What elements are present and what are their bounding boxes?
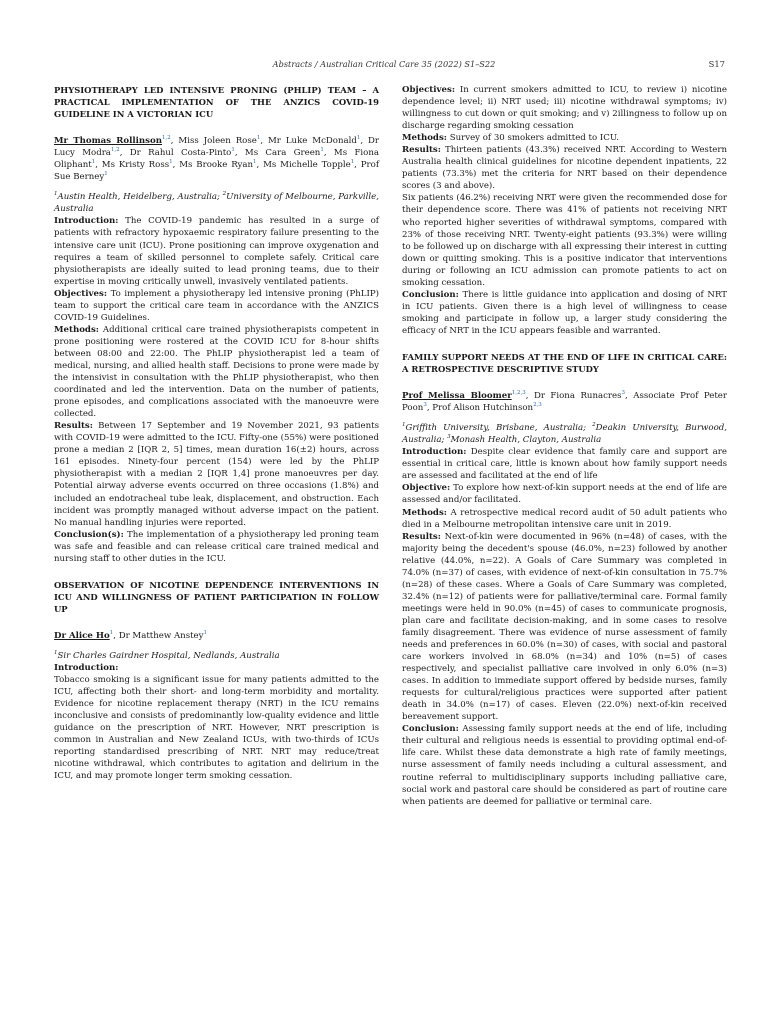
author-separator: , bbox=[172, 160, 180, 171]
affiliation-marker: 1 bbox=[104, 171, 108, 178]
author-name: Dr Lucy Modra bbox=[54, 136, 380, 159]
affiliations: $^1$Sir Charles Gairdner Hospital, Nedlands, Australia bbox=[54, 650, 280, 661]
running-head bbox=[0, 59, 768, 71]
results-paragraph-continued: Six patients (46.2%) receiving NRT were given the recommended dose for their dependence score. There was 41% of patients not receiving NRT who reported higher severities of withdrawal symptoms, compared with 23% of those receiving NRT. Twenty-eight patients (93.3%) were willing to be followed up on discharge with all expressing their interest in cutting down or quitting smoking. This is a positive indicator that interventions during or following an ICU admission can promote patients to act on smoking cessation. bbox=[402, 193, 727, 288]
journal-citation: Abstracts / Australian Critical Care 35 (2022) S1–S22 bbox=[272, 59, 496, 69]
affiliation-marker: 1 bbox=[203, 630, 208, 637]
right-column bbox=[402, 84, 727, 808]
objectives-paragraph: Objectives: In current smokers admitted to ICU, to review i) nicotine dependence level; ii) NRT used; iii) nicotine withdrawal symptoms; iv) willingness to cut down or quit smoking; and v) 2illingness to follow up on discharge regarding smoking cessation bbox=[402, 85, 728, 132]
affiliation-marker: 3 bbox=[621, 390, 626, 397]
conclusion-paragraph: Conclusion: There is little guidance into application and dosing of NRT in ICU patients. Given there is a high level of willingness to cease smoking and participate in follow up, a larger study considering the efficacy of NRT in the ICU appears feasible and warranted. bbox=[402, 289, 727, 336]
author-separator: , bbox=[426, 403, 433, 414]
abstract-title: OBSERVATION OF NICOTINE DEPENDENCE INTERVENTIONS IN ICU AND WILLINGNESS OF PATIENT PARTICIPATION IN FOLLOW UP bbox=[54, 579, 379, 614]
author-separator: , bbox=[625, 391, 634, 402]
introduction-paragraph: Tobacco smoking is a significant issue for many patients admitted to the ICU, affecting both their short- and long-term morbidity and mortality. Evidence for nicotine replacement therapy (NRT) in the ICU remains inconclusive and consists of predominantly low-quality evidence and little guidance on the prescription of NRT. However, NRT prescription is common in Australian and New Zealand ICUs, with two-thirds of ICUs reporting standardised prescribing of NRT. NRT may reduce/treat nicotine withdrawal, which contributes to agitation and delirium in the ICU, and may promote longer term smoking cessation. bbox=[54, 675, 379, 782]
author-separator: , bbox=[256, 160, 264, 171]
affiliation-marker: 1 bbox=[356, 135, 361, 142]
results-paragraph: Results: Between 17 September and 19 November 2021, 93 patients with COVID-19 were admitted to the ICU. Fifty-one (55%) were positioned prone a median 2 [IQR 2, 5] times, mean duration 16(±2) hours, across 161 episodes. Ninety-four percent (154) were led by the PhLIP physiotherapist with a median 2 [IQR 1,4] prone manoeuvres per day. Potential airway adverse events occurred on three occasions (1.8%) and included an endotracheal tube leak, displacement, and obstruction. Each incident was promptly managed without adverse impact on the patient. No manual handling injuries were reported. bbox=[54, 421, 380, 528]
presenting-author: Dr Alice Ho bbox=[54, 630, 110, 641]
abstract-family-support bbox=[402, 351, 727, 808]
affiliation-marker: 1 bbox=[350, 159, 355, 166]
conclusion-paragraph: Conclusion: Assessing family support needs at the end of life, including their cultural and religious needs is essential to providing optimal end-of-life care. Whilst these data demonstrate a high rate of family meetings, nurse assessment of family needs including a cultural assessment, and routine referral to multidisciplinary supports including palliative care, social work and pastoral care should be considered as part of routine care when patients are deemed for palliative or terminal care. bbox=[402, 724, 727, 807]
affiliation-marker: 1 bbox=[169, 159, 173, 166]
objectives-paragraph: Objectives: To implement a physiotherapy led intensive proning (PhLIP) team to support the critical care team in accordance with the ANZICS COVID-19 Guidelines. bbox=[54, 288, 379, 323]
author-separator: , bbox=[360, 136, 369, 147]
author-list bbox=[54, 630, 379, 642]
methods-paragraph: Methods: A retrospective medical record audit of 50 adult patients who died in a Melbourne metropolitan intensive care unit in 2019. bbox=[402, 507, 727, 530]
presenting-author: Mr Thomas Rollinson bbox=[54, 136, 163, 147]
author-name: Mr Luke McDonald bbox=[268, 136, 357, 147]
author-name: Prof Sue Berney bbox=[54, 160, 379, 183]
author-name: Ms Brooke Ryan bbox=[179, 160, 254, 171]
page-number: S17 bbox=[708, 59, 725, 69]
introduction-paragraph: Introduction: The COVID-19 pandemic has resulted in a surge of patients with refractory hypoxaemic respiratory failure presenting to the intensive care unit (ICU). Prone positioning can improve oxygenation and requires a team of skilled personnel to complete safely. Critical care physiotherapists are ideally suited to lead proning teams, due to their expertise in moving critically unwell, invasively ventilated patients. bbox=[54, 216, 379, 287]
author-separator: , bbox=[234, 148, 245, 159]
methods-paragraph: Methods: Survey of 30 smokers admitted to ICU. bbox=[402, 133, 620, 144]
affiliation-marker: 1 bbox=[109, 630, 114, 637]
author-separator: , bbox=[113, 630, 119, 641]
abstract-title: FAMILY SUPPORT NEEDS AT THE END OF LIFE IN CRITICAL CARE: A RETROSPECTIVE DESCRIPTIVE STUDY bbox=[402, 351, 727, 375]
left-column bbox=[54, 84, 379, 782]
author-name: Ms Kristy Ross bbox=[101, 160, 170, 171]
introduction-paragraph: Introduction: Despite clear evidence that family care and support are essential in critical care, little is known about how family support needs are assessed and facilitated at the end of life bbox=[402, 447, 727, 482]
author-list bbox=[402, 390, 727, 414]
author-name: Prof Alison Hutchinson bbox=[432, 403, 534, 414]
abstract-nicotine-continued bbox=[402, 84, 727, 337]
author-name: Dr Fiona Runacres bbox=[533, 391, 622, 402]
abstract-title: PHYSIOTHERAPY LED INTENSIVE PRONING (PHLIP) TEAM – A PRACTICAL IMPLEMENTATION OF THE ANZICS COVID-19 GUIDELINE IN A VICTORIAN ICU bbox=[54, 85, 379, 120]
results-paragraph: Results: Next-of-kin were documented in 96% (n=48) of cases, with the majority being the decedent's spouse (46.0%, n=23) followed by another relative (44.0%, n=22). A Goals of Care Summary was completed in 74.0% (n=37) of cases, with evidence of next-of-kin consultation in 75.7% (n=28) of these cases. Where a Goals of Care Summary was completed, 32.4% (n=12) of patients were for palliative/terminal care. Formal family meetings were held in 90.0% (n=45) of cases to communicate prognosis, plan care and facilitate decision-making, and in some cases to resolve family disagreement. There was evidence of nurse assessment of family needs and preferences in 60.0% (n=30) of cases, with social and pastoral care workers involved in 68.0% (n=34) and 10% (n=5) of cases respectively, and specialist palliative care involved in only 6.0% (n=3) cases. In addition to immediate support offered by bedside nurses, family requests for cultural/religious practices were supported after patient death in 34.0% (n=17) of cases. Eleven (22.0%) next-of-kin received bereavement support. bbox=[402, 531, 727, 723]
author-name: Dr Rahul Costa-Pinto bbox=[129, 148, 232, 159]
affiliations: $^1$Austin Health, Heidelberg, Australia; $^2$University of Melbourne, Parkville, Australia bbox=[54, 191, 379, 215]
author-separator: , bbox=[119, 148, 130, 159]
affiliation-marker: 3 bbox=[423, 402, 427, 409]
presenting-author: Prof Melissa Bloomer bbox=[402, 391, 512, 402]
author-list bbox=[54, 135, 379, 183]
author-separator: , bbox=[260, 136, 268, 147]
author-name: Associate Prof Peter Poon bbox=[402, 391, 728, 414]
affiliation-marker: 1 bbox=[91, 159, 96, 166]
conclusion-paragraph: Conclusion(s): The implementation of a physiotherapy led proning team was safe and feasible and can release critical care trained medical and nursing staff to other duties in the ICU. bbox=[54, 529, 379, 564]
affiliation-marker: 1 bbox=[231, 147, 235, 154]
abstract-phlip bbox=[54, 84, 379, 565]
affiliation-marker: 1,2 bbox=[162, 135, 171, 142]
introduction-heading: Introduction: bbox=[54, 663, 119, 674]
author-separator: , bbox=[170, 136, 179, 147]
abstract-nicotine bbox=[54, 579, 379, 783]
author-separator: , bbox=[323, 148, 334, 159]
author-name: Ms Fiona Oliphant bbox=[54, 148, 379, 171]
affiliation-marker: 1 bbox=[256, 135, 261, 142]
affiliation-marker: 1 bbox=[320, 147, 324, 154]
results-paragraph: Results: Thirteen patients (43.3%) received NRT. According to Western Australia health clinical guidelines for nicotine dependent inpatients, 22 patients (73.3%) met the criteria for NRT based on their dependence scores (3 and above). bbox=[402, 145, 727, 192]
objective-paragraph: Objective: To explore how next-of-kin support needs at the end of life are assessed and/or facilitated. bbox=[402, 483, 727, 506]
author-name: Dr Matthew Anstey bbox=[118, 630, 204, 641]
affiliation-marker: 1,2 bbox=[110, 147, 120, 154]
author-name: Ms Michelle Topple bbox=[263, 160, 351, 171]
affiliation-marker: 1,2,3 bbox=[511, 390, 526, 397]
author-separator: , bbox=[354, 160, 361, 171]
affiliation-marker: 2,3 bbox=[533, 402, 542, 409]
affiliation-marker: 1 bbox=[253, 159, 257, 166]
author-name: Ms Cara Green bbox=[244, 148, 321, 159]
methods-paragraph: Methods: Additional critical care trained physiotherapists competent in prone positioning were rostered at the COVID ICU for 8-hour shifts between 08:00 and 22:00. The PhLIP physiotherapist led a team of medical, nursing, and allied health staff. Decisions to prone were made by the intensivist in consultation with the PhLIP physiotherapist, who then coordinated and led the intervention. Data on the number of patients, prone episodes, and complications associated with the manoeuvre were collected. bbox=[54, 324, 379, 420]
affiliations: $^1$Griffith University, Brisbane, Australia; $^2$Deakin University, Burwood, Australia; $^3$Monash Health, Clayton, Australia bbox=[402, 422, 727, 446]
author-separator: , bbox=[95, 160, 102, 171]
author-separator: , bbox=[525, 391, 534, 402]
author-name: Miss Joleen Rose bbox=[178, 136, 257, 147]
